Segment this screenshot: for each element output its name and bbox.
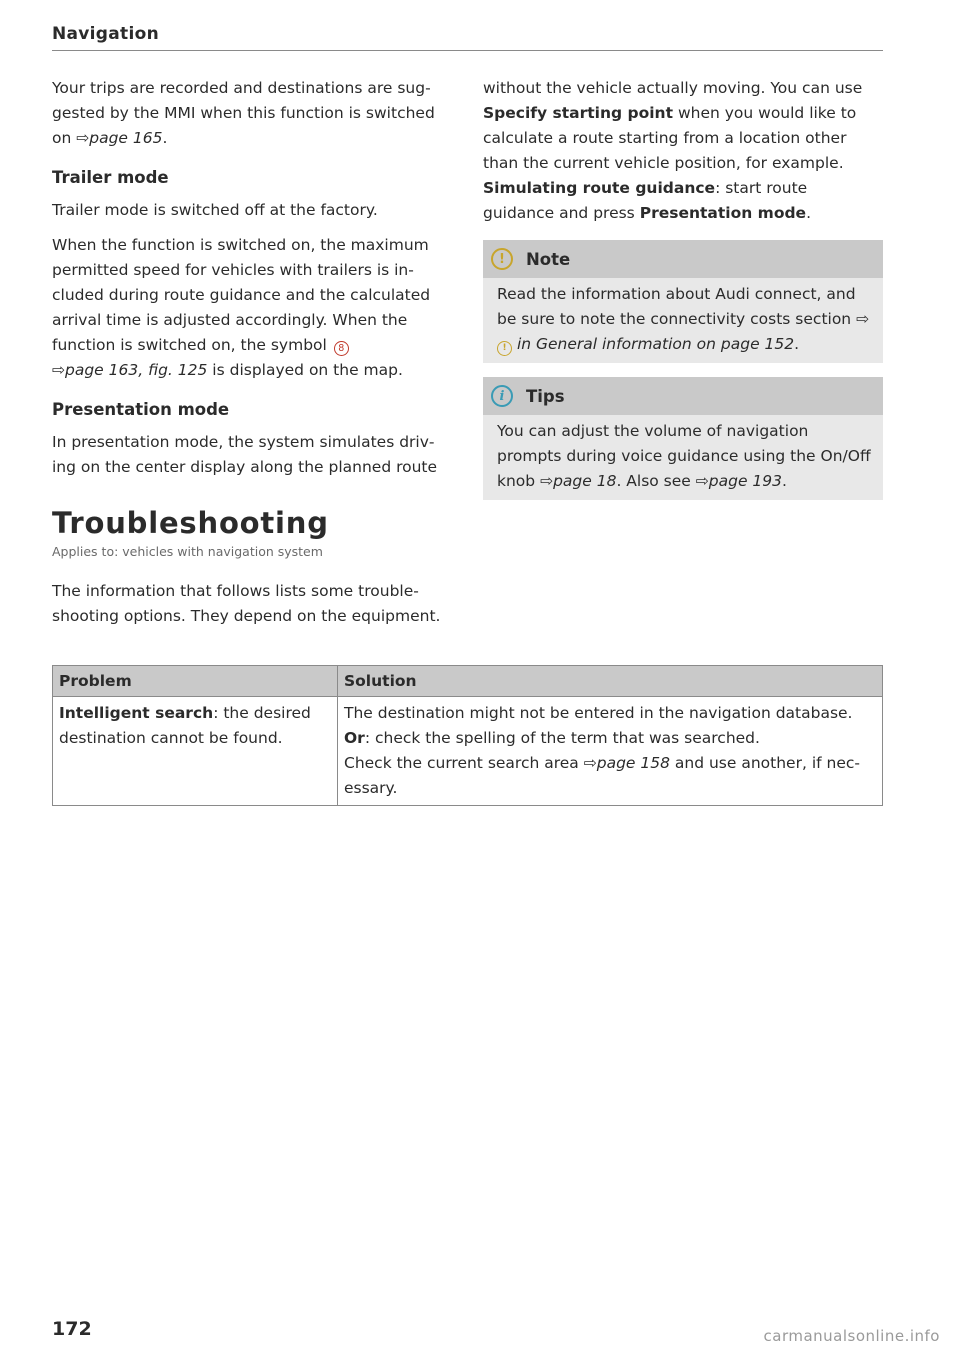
watermark: carmanualsonline.info bbox=[763, 1327, 940, 1345]
page-ref-link[interactable]: page 193 bbox=[708, 472, 782, 490]
page-ref-link[interactable]: page 18 bbox=[553, 472, 617, 490]
arrow-right-icon: ⇨ bbox=[583, 754, 597, 772]
info-icon: i bbox=[491, 385, 513, 407]
arrow-right-icon: ⇨ bbox=[695, 472, 709, 490]
tips-box bbox=[483, 377, 883, 500]
solution-line: Or: check the spelling of the term that was searched. bbox=[344, 729, 760, 747]
column-header-problem: Problem bbox=[53, 666, 338, 697]
intro-paragraph: Your trips are recorded and destinations are suggested by the MMI when this function is switched on ⇨page 165. bbox=[52, 79, 435, 147]
left-column bbox=[52, 76, 452, 490]
symbol-number-icon: 8 bbox=[334, 341, 349, 356]
arrow-right-icon: ⇨ bbox=[76, 129, 90, 147]
troubleshooting-title: Troubleshooting bbox=[52, 506, 329, 540]
solution-line: The destination might not be entered in the navigation database. bbox=[344, 704, 853, 722]
right-column bbox=[483, 76, 883, 500]
page-ref-link[interactable]: in General information on page 152 bbox=[516, 335, 795, 353]
troubleshooting-intro: The information that follows lists some troubleshooting options. They depend on the equipment. bbox=[52, 582, 441, 625]
applies-to-note: Applies to: vehicles with navigation system bbox=[52, 544, 323, 559]
tips-body: You can adjust the volume of navigation prompts during voice guidance using the On/Off knob ⇨page 18. Also see ⇨page 193. bbox=[497, 422, 871, 490]
arrow-right-icon: ⇨ bbox=[540, 472, 554, 490]
presentation-mode-heading: Presentation mode bbox=[52, 400, 230, 419]
page-header: Navigation bbox=[52, 24, 883, 51]
warning-icon: ! bbox=[491, 248, 513, 270]
table-row bbox=[53, 697, 883, 806]
table-header-row bbox=[53, 666, 883, 697]
note-box bbox=[483, 240, 883, 363]
trailer-paragraph-2: When the function is switched on, the maximum permitted speed for vehicles with trailers is included during route guidance and the calculated arrival time is adjusted accordingly. When the function is switched on, the symbol 8 ⇨page 163, fig. 125 is displayed on the map. bbox=[52, 236, 431, 379]
trailer-mode-heading: Trailer mode bbox=[52, 168, 169, 187]
page-ref-link[interactable]: page 165 bbox=[89, 129, 163, 147]
warning-icon: ! bbox=[497, 341, 512, 356]
tips-header bbox=[483, 377, 883, 415]
solution-cell bbox=[338, 697, 883, 806]
note-header bbox=[483, 240, 883, 278]
page-ref-link[interactable]: page 163, fig. 125 bbox=[65, 361, 208, 379]
presentation-paragraph: In presentation mode, the system simulates driving on the center display along the planned route bbox=[52, 433, 438, 476]
page-ref-link[interactable]: page 158 bbox=[596, 754, 670, 772]
arrow-right-icon: ⇨ bbox=[856, 310, 870, 328]
arrow-right-icon: ⇨ bbox=[52, 361, 65, 379]
column-header-solution: Solution bbox=[338, 666, 883, 697]
trailer-paragraph-1: Trailer mode is switched off at the factory. bbox=[52, 201, 378, 219]
troubleshooting-table bbox=[52, 665, 883, 806]
problem-cell: Intelligent search: the desired destination cannot be found. bbox=[53, 697, 338, 806]
solution-line: Check the current search area ⇨page 158 and use another, if necessary. bbox=[344, 754, 860, 797]
note-title: Note bbox=[526, 249, 571, 269]
page-number: 172 bbox=[52, 1318, 92, 1340]
tips-title: Tips bbox=[526, 386, 565, 406]
note-body: Read the information about Audi connect, and be sure to note the connectivity costs section ⇨! in General information on page 152. bbox=[483, 278, 883, 363]
presentation-continued: without the vehicle actually moving. You can use Specify starting point when you would like to calculate a route starting from a location other than the current vehicle position, for example. Simulating route guidance: start route guidance and press Presentation mode. bbox=[483, 79, 863, 222]
